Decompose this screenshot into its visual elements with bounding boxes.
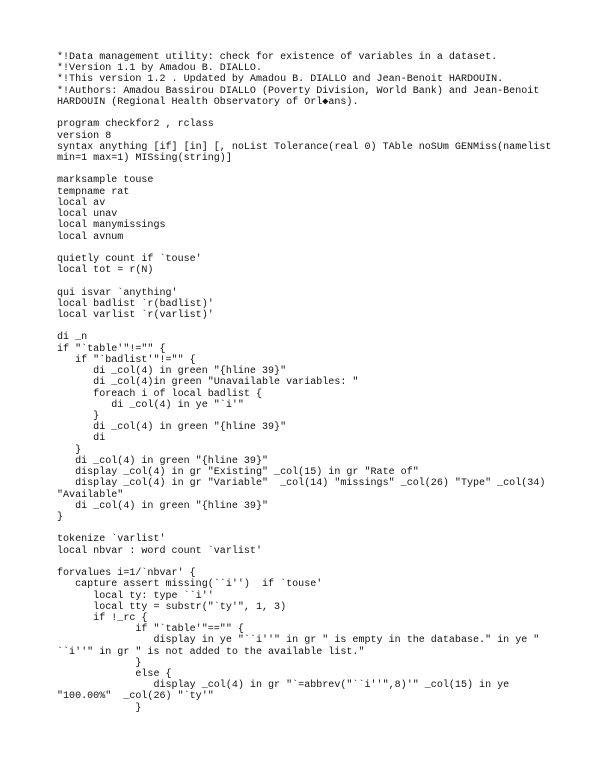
code-line: marksample touse (57, 175, 154, 187)
code-line: local nbvar : word count `varlist' (57, 545, 262, 557)
code-line: local manymissings (57, 220, 166, 232)
code-line: local ty: type ``i'' (57, 590, 214, 602)
code-line: syntax anything [if] [in] [, noList Tolerance(real 0) TAble noSUm GENMiss(namelist (57, 141, 552, 153)
code-line: local badlist `r(badlist)' (57, 298, 214, 310)
code-line: *!Data management utility: check for existence of variables in a dataset. (57, 52, 498, 63)
code-line: } (57, 411, 100, 422)
code-line: display in ye "``i''" in gr " is empty in the database." in ye " (57, 635, 540, 647)
code-line: } (57, 657, 142, 669)
code-line: *!Authors: Amadou Bassirou DIALLO (Poverty Division, World Bank) and Jean-Benoit (57, 85, 540, 97)
code-line (57, 276, 551, 287)
code-line: local av (57, 197, 106, 209)
code-line: quietly count if `touse' (57, 253, 202, 265)
code-line (57, 523, 551, 534)
code-line: if "`badlist'"!="" { (57, 354, 196, 366)
code-listing (57, 52, 551, 714)
code-line: if "`table'"!="" { (57, 343, 166, 355)
code-line: "Available" (57, 489, 124, 501)
code-line: di _col(4) in green "{hline 39}" (57, 500, 269, 512)
code-line: local tot = r(N) (57, 265, 154, 277)
code-line: else { (57, 669, 172, 681)
code-line: local avnum (57, 231, 124, 243)
code-line: } (57, 702, 142, 714)
code-line: local unav (57, 209, 118, 221)
code-line: version 8 (57, 130, 112, 142)
code-line: di _col(4) in green "{hline 39}" (57, 455, 269, 467)
code-line: forvalues i=1/`nbvar' { (57, 568, 196, 580)
code-line: *!Version 1.1 by Amadou B. DIALLO. (57, 63, 262, 75)
code-line: ``i''" in gr " is not added to the available list." (57, 646, 365, 658)
code-line: di _col(4) in green "{hline 39}" (57, 422, 287, 434)
code-line: if !_rc { (57, 612, 148, 624)
code-line: display _col(4) in gr "Variable" _col(14) "missings" _col(26) "Type" _col(34) (57, 478, 546, 490)
code-line: } (57, 511, 64, 523)
code-line: *!This version 1.2 . Updated by Amadou B. DIALLO and Jean-Benoit HARDOUIN. (57, 74, 504, 86)
code-line: "100.00%" _col(26) "`ty'" (57, 691, 214, 703)
code-line: di _col(4) in green "{hline 39}" (57, 366, 287, 378)
code-line: tempname rat (57, 186, 130, 198)
code-line: local varlist `r(varlist)' (57, 310, 214, 322)
code-line: } (57, 444, 82, 456)
code-line: di _col(4)in green "Unavailable variables: " (57, 377, 359, 389)
code-line (57, 557, 551, 568)
code-line: program checkfor2 , rclass (57, 119, 214, 131)
code-line: capture assert missing(``i'') if `touse' (57, 579, 323, 591)
code-line (57, 164, 551, 175)
code-line: qui isvar `anything' (57, 287, 178, 299)
code-line (57, 321, 551, 332)
code-line (57, 108, 551, 119)
code-line: local tty = substr("`ty'", 1, 3) (57, 601, 287, 613)
code-line: di (57, 433, 106, 445)
code-line: display _col(4) in gr "`=abbrev("``i''",8)'" _col(15) in ye (57, 680, 510, 692)
code-line: di _col(4) in ye "`i'" (57, 399, 244, 411)
code-line: if "`table'"=="" { (57, 624, 244, 636)
code-line: foreach i of local badlist { (57, 388, 262, 400)
code-line (57, 243, 551, 254)
code-line: min=1 max=1) MISsing(string)] (57, 152, 232, 164)
code-line: tokenize `varlist' (57, 534, 166, 546)
code-line: di _n (57, 332, 88, 344)
code-line: HARDOUIN (Regional Health Observatory of Orl◆ans). (57, 96, 359, 108)
code-line: display _col(4) in gr "Existing" _col(15) in gr "Rate of" (57, 467, 419, 479)
